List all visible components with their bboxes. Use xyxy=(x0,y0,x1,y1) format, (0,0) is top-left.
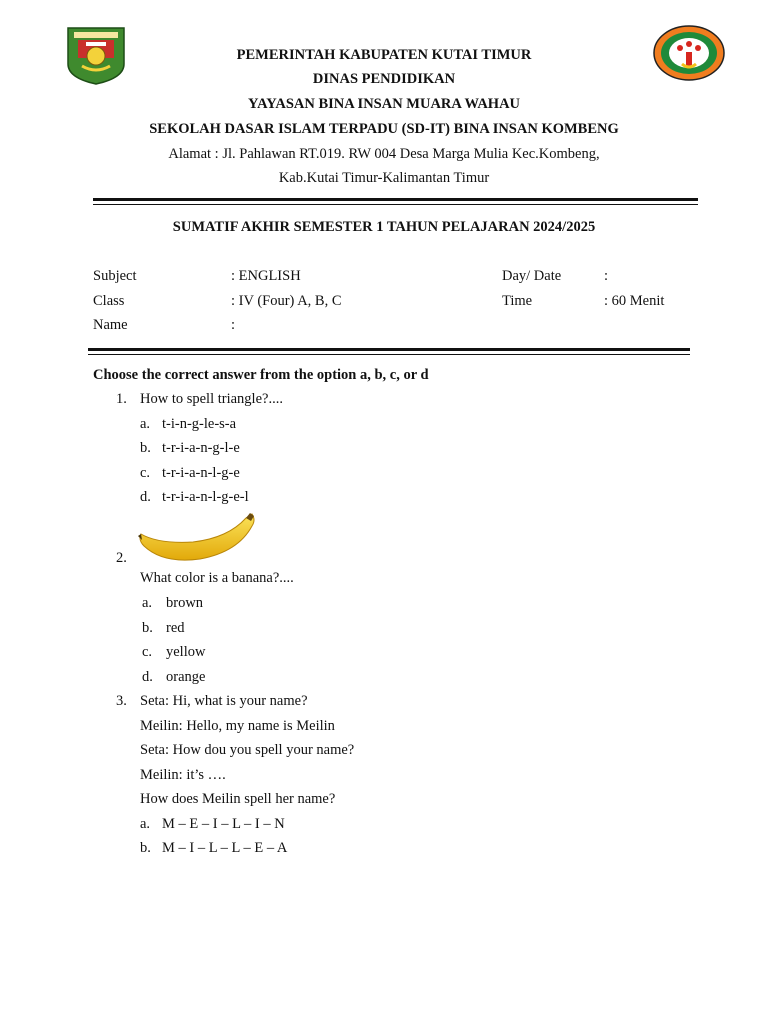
class-label: Class xyxy=(93,293,125,309)
option-letter: b. xyxy=(140,440,151,456)
dialogue-line: Seta: How dou you spell your name? xyxy=(140,742,355,758)
option-text: red xyxy=(166,620,185,636)
option-text: t-r-i-a-n-g-l-e xyxy=(162,440,240,456)
info-rule-thin xyxy=(88,354,690,355)
dialogue-line: Meilin: it’s …. xyxy=(140,767,226,783)
exam-title: SUMATIF AKHIR SEMESTER 1 TAHUN PELAJARAN 2024/2025 xyxy=(172,219,596,235)
option-letter: c. xyxy=(140,465,151,481)
option-letter: d. xyxy=(140,489,151,505)
info-rule-thick xyxy=(88,348,690,351)
question-number: 2. xyxy=(116,550,127,566)
day-label: Day/ Date xyxy=(502,268,562,284)
subject-label: Subject xyxy=(93,268,137,284)
option-text: M – I – L – L – E – A xyxy=(162,840,288,856)
banana-image xyxy=(138,512,256,564)
option-text: t-r-i-a-n-l-g-e xyxy=(162,465,240,481)
option-letter: a. xyxy=(140,816,151,832)
header-rule-thin xyxy=(93,204,698,205)
header-line-4: SEKOLAH DASAR ISLAM TERPADU (SD-IT) BINA INSAN KOMBENG xyxy=(149,121,619,137)
option-letter: d. xyxy=(142,669,153,685)
header-rule-thick xyxy=(93,198,698,201)
option-letter: b. xyxy=(140,840,151,856)
option-letter: b. xyxy=(142,620,153,636)
dialogue-line: Seta: Hi, what is your name? xyxy=(140,693,308,709)
question-text: How does Meilin spell her name? xyxy=(140,791,336,807)
option-text: M – E – I – L – I – N xyxy=(162,816,285,832)
question-number: 1. xyxy=(116,391,127,407)
option-text: yellow xyxy=(166,644,206,660)
name-label: Name xyxy=(93,317,128,333)
dialogue-line: Meilin: Hello, my name is Meilin xyxy=(140,718,335,734)
option-letter: a. xyxy=(140,416,151,432)
question-number: 3. xyxy=(116,693,127,709)
time-value: : 60 Menit xyxy=(604,293,665,309)
instruction: Choose the correct answer from the option a, b, c, or d xyxy=(93,367,429,383)
address-line-1: Alamat : Jl. Pahlawan RT.019. RW 004 Desa Marga Mulia Kec.Kombeng, xyxy=(168,146,600,162)
day-value: : xyxy=(604,268,609,284)
header-line-1: PEMERINTAH KABUPATEN KUTAI TIMUR xyxy=(236,47,532,63)
header-line-3: YAYASAN BINA INSAN MUARA WAHAU xyxy=(247,96,521,112)
name-value: : xyxy=(231,317,236,333)
option-text: brown xyxy=(166,595,204,611)
option-letter: a. xyxy=(142,595,153,611)
option-text: orange xyxy=(166,669,206,685)
address-line-2: Kab.Kutai Timur-Kalimantan Timur xyxy=(278,170,490,186)
header-line-2: DINAS PENDIDIKAN xyxy=(312,71,456,87)
time-label: Time xyxy=(502,293,533,309)
class-value: : IV (Four) A, B, C xyxy=(231,293,342,309)
option-text: t-r-i-a-n-l-g-e-l xyxy=(162,489,249,505)
question-text: What color is a banana?.... xyxy=(140,570,294,586)
option-letter: c. xyxy=(142,644,153,660)
option-text: t-i-n-g-le-s-a xyxy=(162,416,237,432)
question-text: How to spell triangle?.... xyxy=(140,391,283,407)
subject-value: : ENGLISH xyxy=(231,268,301,284)
